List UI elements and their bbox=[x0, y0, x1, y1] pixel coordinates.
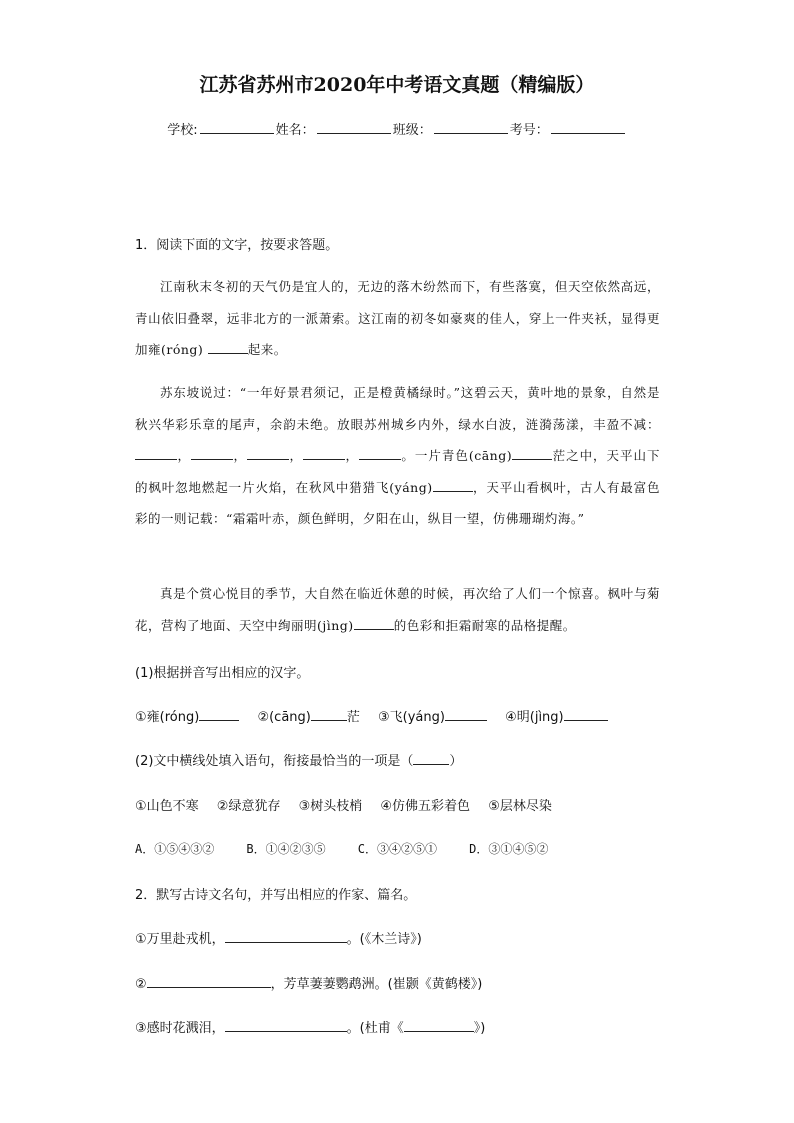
choice-a[interactable]: A．①⑤④③② bbox=[135, 842, 215, 856]
page-title: 江苏省苏州市2020年中考语文真题（精编版） bbox=[199, 74, 595, 96]
answer-title-3[interactable] bbox=[404, 1019, 474, 1032]
q1-answer-choices bbox=[135, 840, 576, 857]
blank-phrase-2[interactable] bbox=[191, 447, 233, 460]
name-blank[interactable] bbox=[317, 121, 391, 134]
q1-paragraph-3: 真是个赏心悦目的季节，大自然在临近休憩的时候，再次给了人们一个惊喜。枫叶与菊花，营构了地面、天空中绚丽明(jìng) 的色彩和拒霜耐寒的品格提醒。 bbox=[135, 586, 660, 633]
blank-yang[interactable] bbox=[433, 479, 473, 492]
blank-phrase-3[interactable] bbox=[247, 447, 289, 460]
q2-heading: 2．默写古诗文名句，并写出相应的作家、篇名。 bbox=[135, 888, 417, 903]
school-label: 学校: bbox=[167, 123, 198, 138]
number-label: 考号： bbox=[509, 123, 549, 138]
choice-d[interactable]: D．③①④⑤② bbox=[469, 842, 549, 856]
q1-sub1-items: ①雍(róng) ②(cāng) 茫 ③飞(yáng) ④明(jìng) bbox=[135, 706, 622, 725]
blank-jing[interactable] bbox=[354, 617, 394, 630]
answer-rong[interactable] bbox=[199, 708, 239, 721]
answer-line-3[interactable] bbox=[225, 1019, 347, 1032]
blank-phrase-4[interactable] bbox=[303, 447, 345, 460]
answer-yang[interactable] bbox=[445, 708, 487, 721]
blank-cang[interactable] bbox=[512, 447, 552, 460]
answer-line-2[interactable] bbox=[147, 975, 271, 988]
choice-c[interactable]: C．③④②⑤① bbox=[357, 842, 437, 856]
q1-phrase-options: ①山色不寒 ②绿意犹存 ③树头枝梢 ④仿佛五彩着色 ⑤层林尽染 bbox=[135, 799, 552, 814]
number-blank[interactable] bbox=[551, 121, 625, 134]
q1-sub1: (1)根据拼音写出相应的汉字。 bbox=[135, 666, 310, 681]
q1-heading: 1．阅读下面的文字，按要求答题。 bbox=[135, 238, 339, 253]
q2-line-2: ② ，芳草萋萋鹦鹉洲。(崔颢《黄鹤楼》) bbox=[135, 977, 483, 992]
blank-rong[interactable] bbox=[208, 341, 248, 354]
answer-jing[interactable] bbox=[564, 708, 608, 721]
blank-phrase-1[interactable] bbox=[135, 447, 177, 460]
answer-choice[interactable] bbox=[413, 752, 449, 765]
answer-cang[interactable] bbox=[311, 708, 347, 721]
name-label: 姓名： bbox=[275, 123, 315, 138]
q1-paragraph-1: 江南秋末冬初的天气仍是宜人的，无边的落木纷然而下，有些落寞，但天空依然高远，青山依旧叠翠，远非北方的一派萧索。这江南的初冬如豪爽的佳人，穿上一件夹袄，显得更加雍(róng) 起来。 bbox=[135, 279, 660, 357]
choice-b[interactable]: B．①④②③⑤ bbox=[246, 842, 326, 856]
blank-phrase-5[interactable] bbox=[359, 447, 401, 460]
q1-paragraph-2: 苏东坡说过：“一年好景君须记，正是橙黄橘绿时。”这碧云天，黄叶地的景象，自然是秋兴华彩乐章的尾声，余韵未绝。放眼苏州城乡内外，绿水白波，涟漪荡漾，丰盈不减：， ， ， ， 。一片青色(cāng) 茫之中，天平山下的枫叶忽地燃起一片火焰，在秋风中猎猎飞(yáng) ，天平山看枫叶，古人有最富色彩的一则记载：“霜霜叶赤，颜色鲜明，夕阳在山，纵目一望，仿佛珊瑚灼海。” bbox=[135, 385, 660, 526]
q2-line-3: ③感时花溅泪， 。(杜甫《 》) bbox=[135, 1021, 486, 1036]
answer-line-1[interactable] bbox=[225, 930, 347, 943]
class-label: 班级： bbox=[392, 123, 432, 138]
q1-sub2: (2)文中横线处填入语句，衔接最恰当的一项是（ ） bbox=[135, 754, 463, 769]
school-blank[interactable] bbox=[200, 121, 274, 134]
student-info-line bbox=[0, 119, 794, 138]
class-blank[interactable] bbox=[434, 121, 508, 134]
q2-line-1: ①万里赴戎机， 。(《木兰诗》) bbox=[135, 932, 422, 947]
